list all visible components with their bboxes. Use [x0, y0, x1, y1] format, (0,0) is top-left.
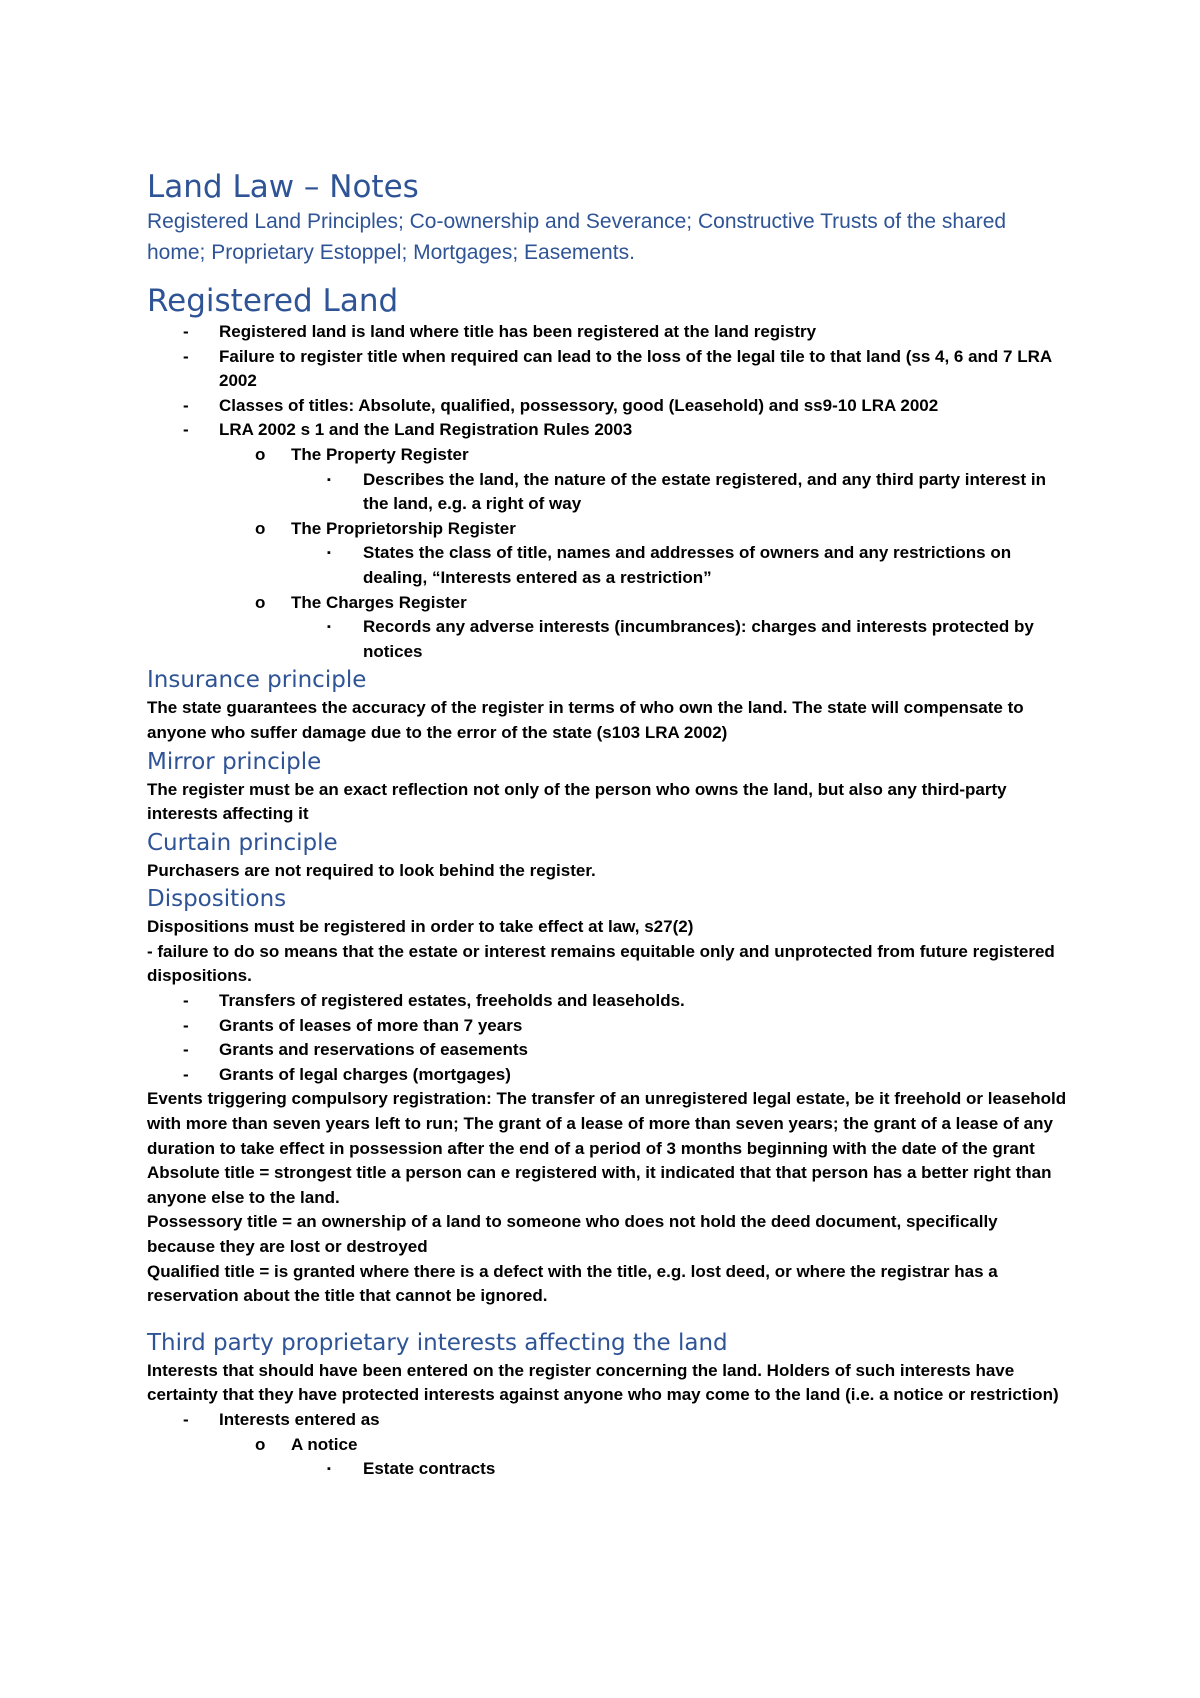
registers-list	[219, 443, 1067, 664]
list-item: ▪ Estate contracts	[147, 1457, 1067, 1482]
list-item: o A notice ▪ Estate contracts	[147, 1433, 1067, 1482]
heading-registered-land: Registered Land	[147, 283, 399, 319]
registered-land-list	[147, 320, 1067, 664]
register-detail-list	[291, 615, 1067, 664]
list-item: - Failure to register title when required can lead to the loss of the legal tile to that land (ss 4, 6 and 7 LRA 2002	[183, 346, 1052, 391]
register-item: o The Charges Register ▪ Records any adverse interests (incumbrances): charges and interests protected by notices	[147, 591, 1067, 665]
third-party-text: Interests that should have been entered on the register concerning the land. Holders of such interests have certainty that they have protected interests against anyone who may come to the land (i.e. a notice or restriction)	[147, 1360, 1059, 1405]
dispositions-line-2: - failure to do so means that the estate or interest remains equitable only and unprotected from future registered dispositions.	[147, 941, 1055, 986]
square-marker: ▪	[327, 1463, 331, 1476]
circle-marker: o	[255, 444, 266, 464]
document-subtitle: Registered Land Principles; Co-ownership and Severance; Constructive Trusts of the shared home; Proprietary Estoppel; Mortgages; Easements.	[147, 210, 1007, 264]
insurance-text: The state guarantees the accuracy of the register in terms of who own the land. The state will compensate to anyone who suffer damage due to the error of the state (s103 LRA 2002)	[147, 698, 1024, 742]
list-item: - Grants of legal charges (mortgages)	[147, 1063, 1067, 1088]
qualified-title-text: Qualified title = is granted where there is a defect with the title, e.g. lost deed, or where the registrar has a reservation about the title that cannot be ignored.	[147, 1261, 998, 1306]
list-item: - Grants of leases of more than 7 years	[147, 1014, 1067, 1039]
register-detail: ▪ Records any adverse interests (incumbrances): charges and interests protected by notices	[327, 617, 1034, 661]
mirror-text: The register must be an exact reflection not only of the person who owns the land, but also any third-party interests affecting it	[147, 779, 1007, 824]
square-marker: ▪	[327, 473, 331, 486]
dash-marker: -	[183, 1040, 189, 1060]
third-party-list	[147, 1408, 1067, 1482]
circle-marker: o	[255, 518, 266, 538]
list-item: - Grants and reservations of easements	[147, 1038, 1067, 1063]
dash-marker: -	[183, 395, 189, 415]
dash-marker: -	[183, 322, 189, 341]
absolute-title-text: Absolute title = strongest title a person can e registered with, it indicated that that person has a better right than anyone else to the land.	[147, 1163, 1052, 1207]
events-text: Events triggering compulsory registration: The transfer of an unregistered legal estate, be it freehold or leasehold with more than seven years left to run; The grant of a lease of more than seven years; the grant of a lease of any duration to take effect in possession after the end of a period of 3 months beginning with the date of the grant	[147, 1089, 1067, 1158]
register-detail-list	[291, 468, 1067, 517]
list-item: - Transfers of registered estates, freeholds and leaseholds.	[147, 989, 1067, 1014]
register-detail-list	[291, 541, 1067, 590]
square-marker: ▪	[327, 547, 331, 560]
register-item: o The Property Register ▪ Describes the land, the nature of the estate registered, and any third party interest in the land, e.g. a right of way	[147, 443, 1067, 517]
register-detail: ▪ Describes the land, the nature of the estate registered, and any third party interest in the land, e.g. a right of way	[327, 469, 1047, 514]
curtain-text: Purchasers are not required to look behind the register.	[147, 860, 596, 880]
square-marker: ▪	[327, 621, 331, 634]
heading-dispositions: Dispositions	[147, 886, 287, 913]
list-item: - LRA 2002 s 1 and the Land Registration Rules 2003 o The Property Register ▪ Describes the land, the nature of the estate registered, and any third party interest in the land, e.g. a right of way o The Proprietorship Register ▪ States the class of title, names and addresses of owners and any restrictions on dealing, “Interests entered as a restriction” o The Charges Register ▪ Records any adverse interests (incumbrances): charges and interests protected by notices	[147, 418, 1067, 664]
list-item: - Interests entered as o A notice ▪ Estate contracts	[147, 1408, 1067, 1482]
third-party-sublist	[219, 1433, 1067, 1482]
list-item: - Classes of titles: Absolute, qualified, possessory, good (Leasehold) and ss9-10 LRA 2002	[147, 394, 1067, 419]
dispositions-line-1: Dispositions must be registered in order to take effect at law, s27(2)	[147, 917, 694, 937]
register-detail: ▪ States the class of title, names and addresses of owners and any restrictions on dealing, “Interests entered as a restriction”	[327, 543, 1012, 587]
dash-marker: -	[183, 1015, 189, 1035]
heading-insurance-principle: Insurance principle	[147, 667, 367, 694]
document-page	[147, 168, 1067, 1482]
third-party-subsublist	[291, 1457, 1067, 1482]
dash-marker: -	[183, 1064, 189, 1084]
heading-mirror-principle: Mirror principle	[147, 748, 322, 775]
circle-marker: o	[255, 1434, 266, 1454]
dash-marker: -	[183, 420, 189, 440]
dash-marker: -	[183, 1409, 189, 1429]
dash-marker: -	[183, 991, 189, 1011]
document-title: Land Law – Notes	[147, 169, 419, 205]
heading-third-party-interests: Third party proprietary interests affecting the land	[147, 1329, 728, 1356]
heading-curtain-principle: Curtain principle	[147, 829, 338, 856]
dispositions-list	[147, 989, 1067, 1087]
dash-marker: -	[183, 346, 189, 366]
possessory-title-text: Possessory title = an ownership of a land to someone who does not hold the deed document, specifically because they are lost or destroyed	[147, 1212, 998, 1256]
list-item: - Registered land is land where title has been registered at the land registry	[147, 320, 1067, 345]
register-item: o The Proprietorship Register ▪ States the class of title, names and addresses of owners and any restrictions on dealing, “Interests entered as a restriction”	[147, 517, 1067, 591]
circle-marker: o	[255, 592, 266, 612]
